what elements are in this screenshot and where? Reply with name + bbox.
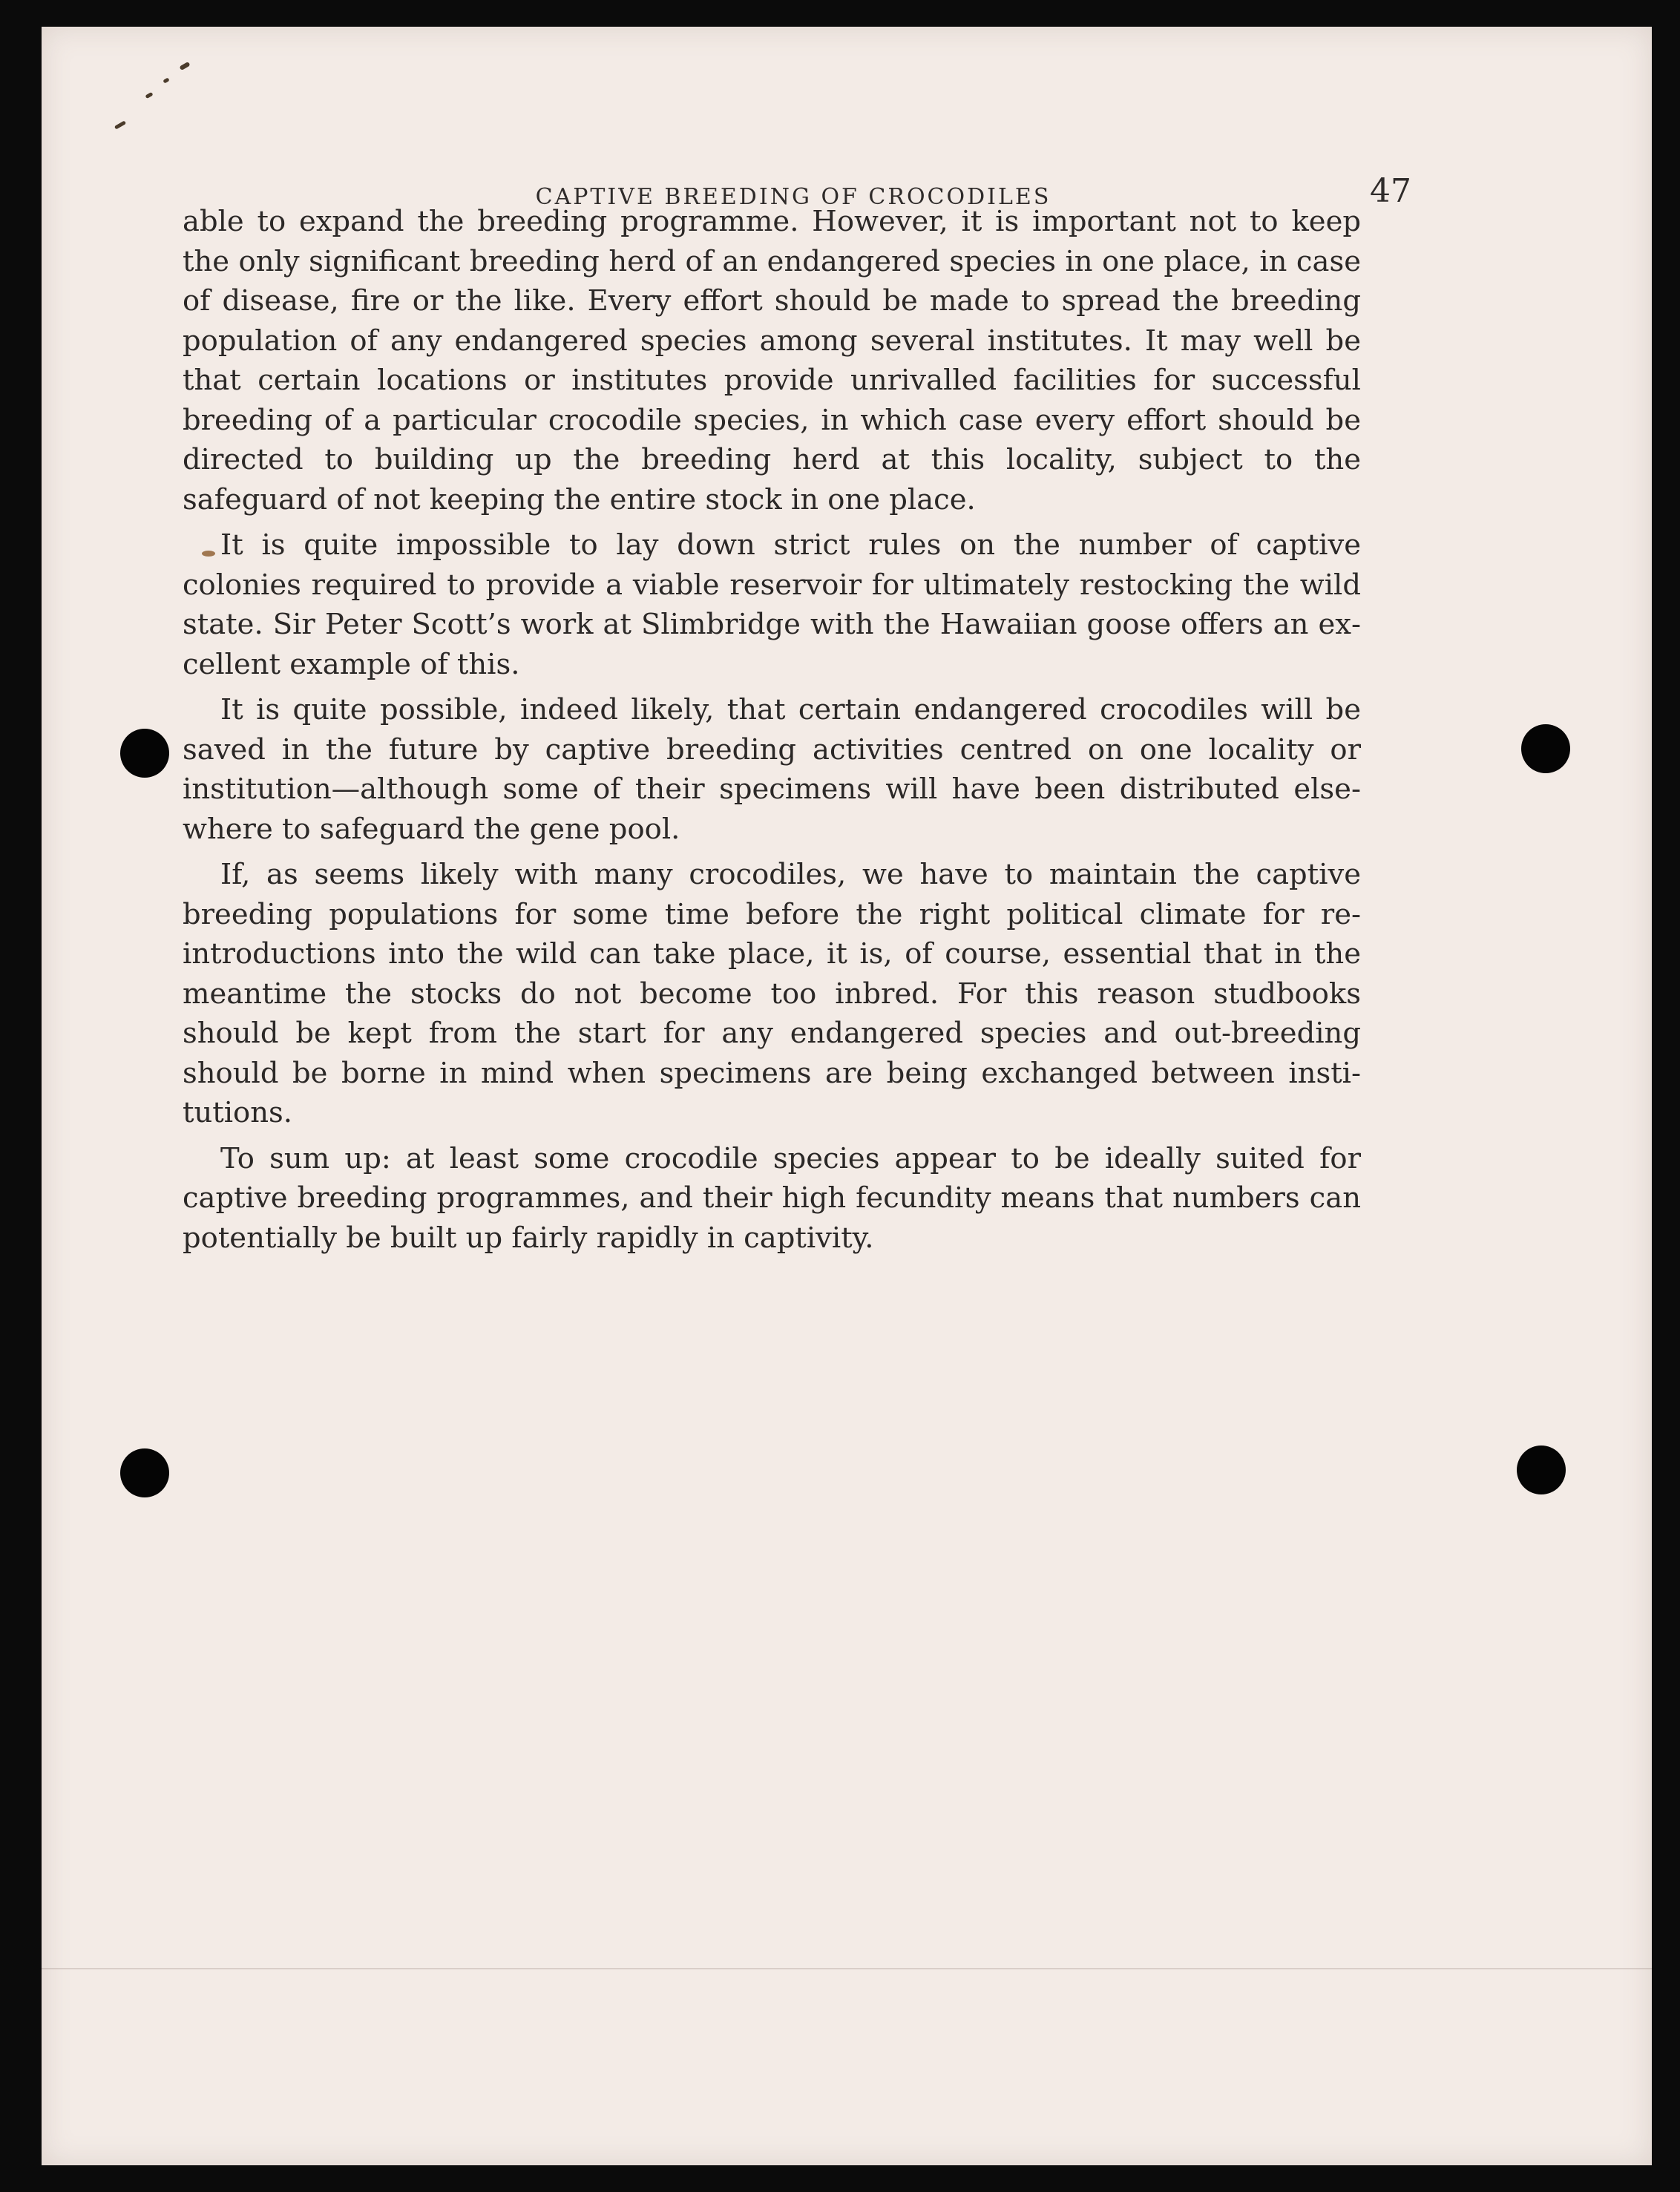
paragraph: To sum up: at least some crocodile species appear to be ideally suited for captive breeding programmes, and their high fecundity means that numbers can potentially be built up fairly rapidly in captivity. [183,1141,1361,1255]
page-number: 47 [1370,172,1411,210]
staple-mark [145,92,153,99]
punch-hole [120,729,169,778]
paragraph: It is quite possible, indeed likely, that certain endangered crocodiles will be saved in the future by captive breeding activities centred on one locality or institution—although some of their specimens will have been distributed elsewhere to safeguard the gene pool. [183,693,1361,846]
paragraph: able to expand the breeding programme. However, it is important not to keep the only significant breeding herd of an endangered species in one place, in case of disease, fire or the like. Every effort should be made to spread the breeding population of any endangered species among several institutes. It may well be that certain locations or institutes provide unrivalled facilities for successful breeding of a particular crocodile species, in which case every effort should be directed to building up the breeding herd at this locality, subject to the safeguard of not keeping the entire stock in one place. [183,205,1361,516]
punch-hole [1521,724,1570,773]
punch-hole [1517,1446,1566,1494]
body-text [183,202,1361,1258]
staple-mark [179,62,190,70]
staple-mark [114,120,126,129]
paragraph: If, as seems likely with many crocodiles, we have to maintain the captive breeding populations for some time before the right political climate for reintroductions into the wild can take place, it is, of course, essential that in the meantime the stocks do not become too inbred. For this reason studbooks should be kept from the start for any endangered species and out-breeding should be borne in mind when specimens are being exchanged between institutions. [183,858,1361,1129]
paper-fold [42,1968,1652,1969]
staple-mark [163,77,169,83]
document-page [42,27,1652,2165]
ink-stain [202,551,215,557]
running-title: CAPTIVE BREEDING OF CROCODILES [535,184,1051,210]
paragraph: It is quite impossible to lay down strict rules on the number of captive colonies required to provide a viable reservoir for ultimately restocking the wild state. Sir Peter Scott’s work at Slimbridge with the Hawaiian goose offers an excellent example of this. [183,528,1361,681]
punch-hole [120,1448,169,1497]
